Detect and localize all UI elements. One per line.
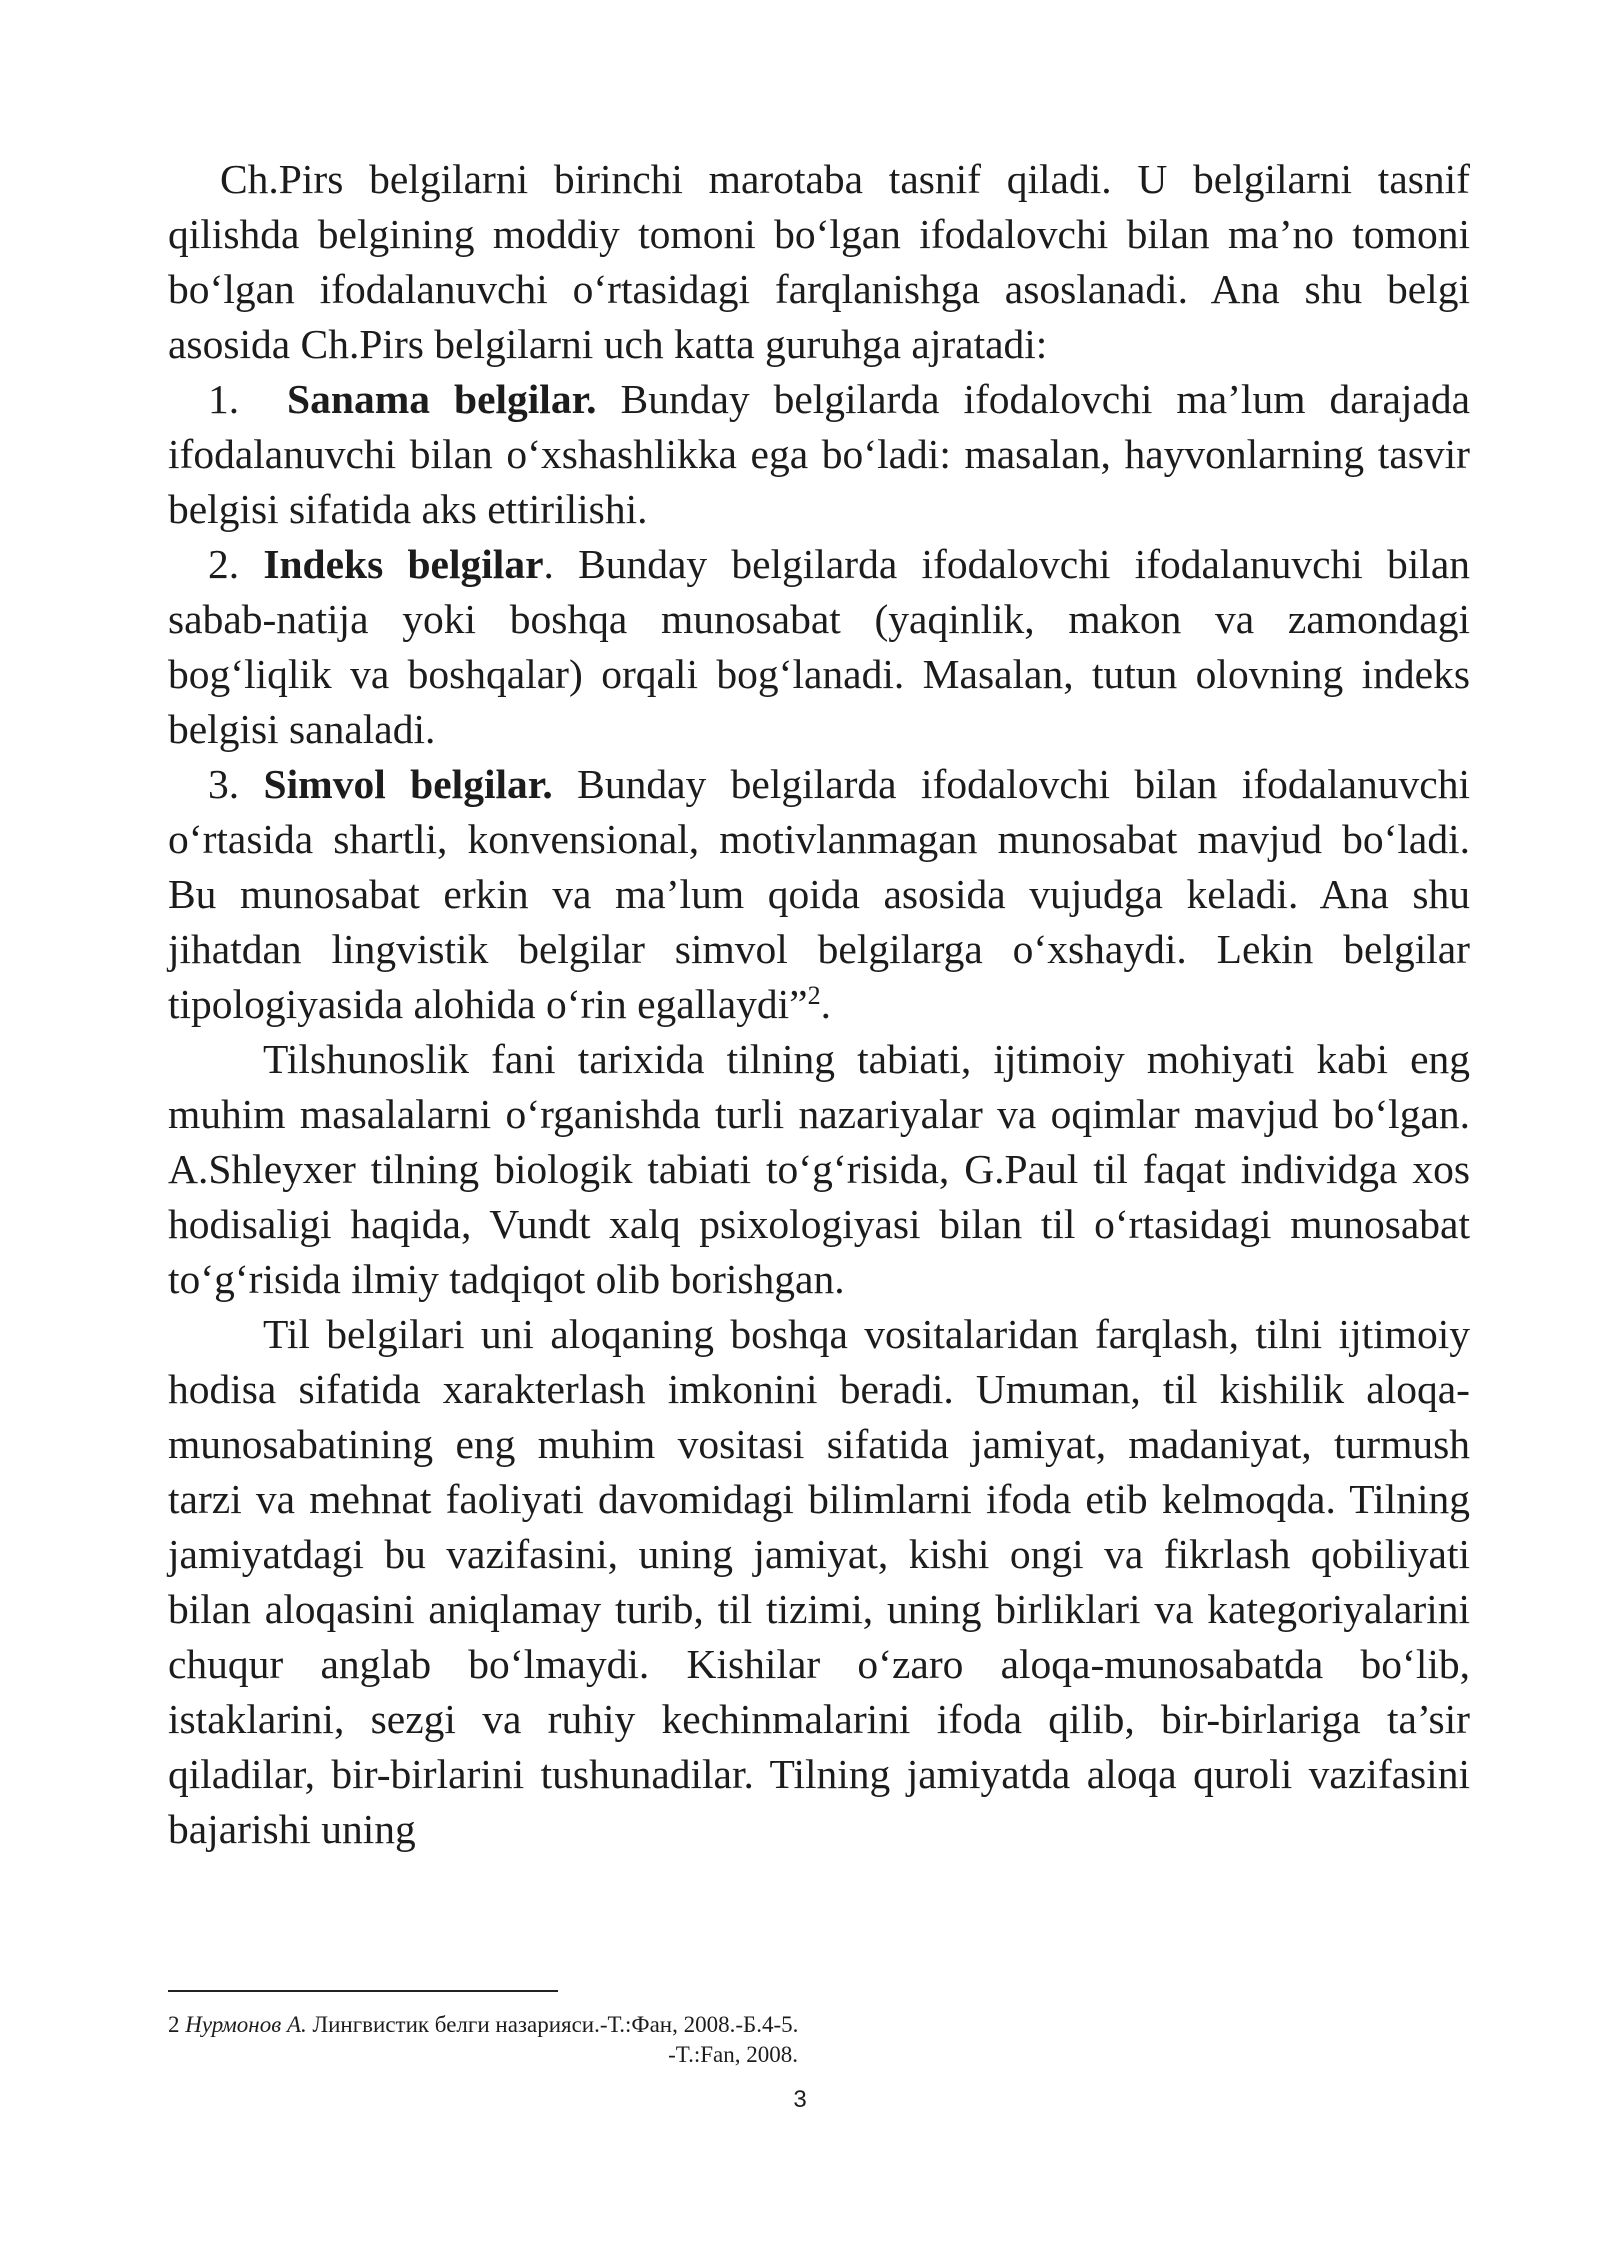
list-number: 1. xyxy=(208,376,240,422)
paragraph-3: Til belgilari uni aloqaning boshqa vositalaridan farqlash, tilni ijtimoiy hodisa sifatida xarakterlash imkonini beradi. Umuman, til kishilik aloqa-munosabatining eng muhim vositasi sifatida jamiyat, madaniyat, turmush tarzi va mehnat faoliyati davomidagi bilimlarni ifoda etib kelmoqda. Tilning jamiyatdagi bu vazifasini, uning jamiyat, kishi ongi va fikrlash qobiliyati bilan aloqasini aniqlamay turib, til tizimi, uning birliklari va kategoriyalarini chuqur anglab bo‘lmaydi. Kishilar o‘zaro aloqa-munosabatda bo‘lib, istaklarini, sezgi va ruhiy kechinmalarini ifoda qilib, bir-birlariga ta’sir qiladilar, bir-birlarini tushunadilar. Tilning jamiyatda aloqa quroli vazifasini bajarishi uning xyxy=(168,1311,1470,1852)
list-item-2 xyxy=(168,537,1470,757)
list-number: 3. xyxy=(208,761,240,807)
list-term: Sanama belgilar. xyxy=(287,376,597,422)
list-number: 2. xyxy=(208,541,240,587)
footnote-author: Нурмонов А. xyxy=(185,2012,307,2037)
list-item-3 xyxy=(168,757,1470,1032)
list-term: Simvol belgilar. xyxy=(263,761,553,807)
list-text: Bunday belgilarda ifodalovchi bilan ifodalanuvchi o‘rtasida shartli, konvensional, motivlanmagan munosabat mavjud bo‘ladi. Bu munosabat erkin va ma’lum qoida asosida vujudga keladi. Ana shu jihatdan lingvistik belgilar simvol belgilarga o‘xshaydi. Lekin belgilar tipologiyasida alohida o‘rin egallaydi” xyxy=(168,761,1470,1027)
list-text-end: . xyxy=(820,981,831,1027)
footnote-number: 2 xyxy=(168,2012,180,2037)
document-body xyxy=(168,152,1470,1857)
footnote-line-2: -T.:Fan, 2008. xyxy=(668,2042,798,2067)
list-term: Indeks belgilar xyxy=(263,541,544,587)
footnote-text: Лингвистик белги назарияси.-Т.:Фан, 2008.-Б.4-5. xyxy=(306,2012,799,2037)
list-item-1 xyxy=(168,372,1470,537)
page-number: 3 xyxy=(793,2086,807,2113)
paragraph-2: Tilshunoslik fani tarixida tilning tabiati, ijtimoiy mohiyati kabi eng muhim masalalarni o‘rganishda turli nazariyalar va oqimlar mavjud bo‘lgan. A.Shleyxer tilning biologik tabiati to‘g‘risida, G.Paul til faqat individga xos hodisaligi haqida, Vundt xalq psixologiyasi bilan til o‘rtasidagi munosabat to‘g‘risida ilmiy tadqiqot olib borishgan. xyxy=(168,1036,1470,1302)
paragraph-1: Ch.Pirs belgilarni birinchi marotaba tasnif qiladi. U belgilarni tasnif qilishda belgining moddiy tomoni bo‘lgan ifodalovchi bilan ma’no tomoni bo‘lgan ifodalanuvchi o‘rtasidagi farqlanishga asoslanadi. Ana shu belgi asosida Ch.Pirs belgilarni uch katta guruhga ajratadi: xyxy=(168,156,1470,367)
list-text: . Bunday belgilarda ifodalovchi ifodalanuvchi bilan sabab-natija yoki boshqa munosabat (yaqinlik, makon va zamondagi bog‘liqlik va boshqalar) orqali bog‘lanadi. Masalan, tutun olovning indeks belgisi sanaladi. xyxy=(168,541,1471,752)
footnote-separator xyxy=(168,1990,558,1992)
footnote-reference[interactable]: 2 xyxy=(807,981,821,1010)
list-text: Bunday belgilarda ifodalovchi ma’lum darajada ifodalanuvchi bilan o‘xshashlikka ega bo‘ladi: masalan, hayvonlarning tasvir belgisi sifatida aks ettirilishi. xyxy=(168,376,1470,532)
footnote xyxy=(168,2010,1468,2067)
